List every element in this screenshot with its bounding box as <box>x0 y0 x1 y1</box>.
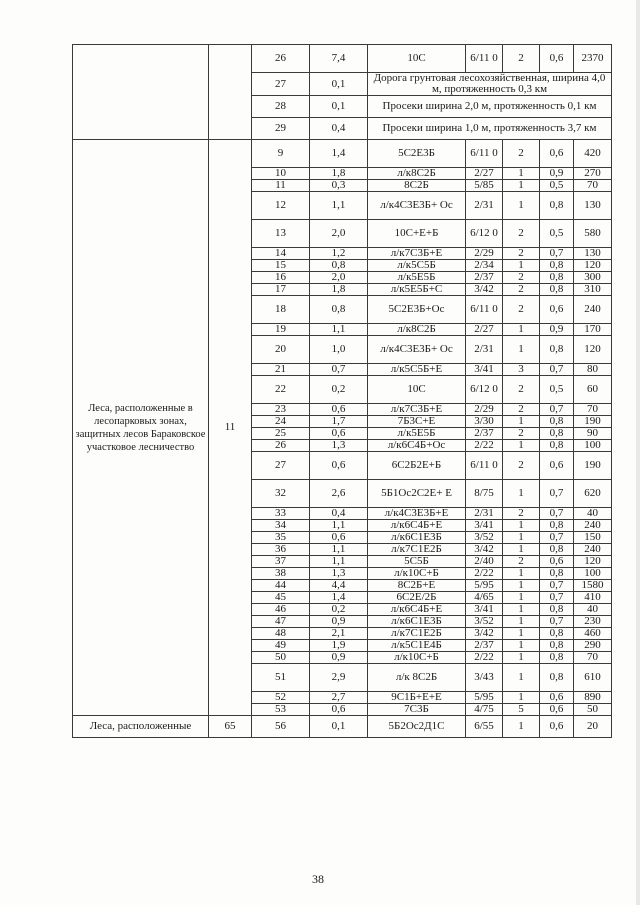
age-class: 2/27 <box>466 168 503 180</box>
stock-volume: 610 <box>574 664 612 692</box>
density-class: 2 <box>503 428 540 440</box>
stock-volume: 70 <box>574 404 612 416</box>
area-ha: 0,8 <box>310 260 368 272</box>
completeness: 0,7 <box>540 532 574 544</box>
stock-volume: 70 <box>574 652 612 664</box>
stock-volume: 120 <box>574 260 612 272</box>
age-class: 3/42 <box>466 628 503 640</box>
age-class: 2/22 <box>466 568 503 580</box>
species-composition: л/к6С4Б+Е <box>368 520 466 532</box>
forest-inventory-table <box>72 44 612 738</box>
plot-number: 34 <box>252 520 310 532</box>
density-class: 1 <box>503 168 540 180</box>
plot-number: 10 <box>252 168 310 180</box>
area-ha: 1,8 <box>310 168 368 180</box>
age-class: 4/75 <box>466 704 503 716</box>
plot-number: 16 <box>252 272 310 284</box>
empty-section-cell <box>73 45 209 140</box>
density-class: 1 <box>503 260 540 272</box>
species-composition: л/к4С3Е3Б+ Ос <box>368 192 466 220</box>
density-class: 1 <box>503 532 540 544</box>
completeness: 0,7 <box>540 580 574 592</box>
species-composition: 5Б2Ос2Д1С <box>368 716 466 738</box>
species-composition: 6С2Е/2Б <box>368 592 466 604</box>
density-class: 2 <box>503 508 540 520</box>
completeness: 0,8 <box>540 336 574 364</box>
stock-volume: 300 <box>574 272 612 284</box>
area-ha: 0,9 <box>310 652 368 664</box>
species-composition: 5С2Е3Б+Ос <box>368 296 466 324</box>
plot-number: 37 <box>252 556 310 568</box>
age-class: 2/29 <box>466 248 503 260</box>
completeness: 0,8 <box>540 664 574 692</box>
area-ha: 7,4 <box>310 45 368 73</box>
age-class: 3/43 <box>466 664 503 692</box>
density-class: 1 <box>503 520 540 532</box>
age-class: 8/75 <box>466 480 503 508</box>
completeness: 0,7 <box>540 592 574 604</box>
age-class: 5/95 <box>466 580 503 592</box>
density-class: 2 <box>503 376 540 404</box>
completeness: 0,8 <box>540 604 574 616</box>
plot-number: 45 <box>252 592 310 604</box>
species-composition: 9С1Б+Е+Е <box>368 692 466 704</box>
species-composition: 8С2Б+Е <box>368 580 466 592</box>
density-class: 1 <box>503 480 540 508</box>
completeness: 0,5 <box>540 376 574 404</box>
plot-number: 50 <box>252 652 310 664</box>
density-class: 1 <box>503 592 540 604</box>
area-ha: 1,9 <box>310 640 368 652</box>
stock-volume: 240 <box>574 520 612 532</box>
age-class: 2/31 <box>466 508 503 520</box>
completeness: 0,8 <box>540 652 574 664</box>
completeness: 0,8 <box>540 640 574 652</box>
stock-volume: 80 <box>574 364 612 376</box>
stock-volume: 420 <box>574 140 612 168</box>
density-class: 1 <box>503 336 540 364</box>
completeness: 0,5 <box>540 180 574 192</box>
quarter-number: 11 <box>209 140 252 716</box>
stock-volume: 100 <box>574 440 612 452</box>
area-ha: 0,6 <box>310 532 368 544</box>
age-class: 3/52 <box>466 532 503 544</box>
completeness: 0,7 <box>540 480 574 508</box>
age-class: 2/40 <box>466 556 503 568</box>
species-composition: л/к4С3Е3Б+Е <box>368 508 466 520</box>
completeness: 0,6 <box>540 716 574 738</box>
area-ha: 1,8 <box>310 284 368 296</box>
age-class: 2/22 <box>466 652 503 664</box>
stock-volume: 410 <box>574 592 612 604</box>
empty-quarter-cell <box>209 45 252 140</box>
species-composition: 5Б1Ос2С2Е+ Е <box>368 480 466 508</box>
area-ha: 2,0 <box>310 272 368 284</box>
completeness: 0,8 <box>540 440 574 452</box>
plot-number: 29 <box>252 118 310 140</box>
area-ha: 0,1 <box>310 716 368 738</box>
area-ha: 1,1 <box>310 520 368 532</box>
area-ha: 1,1 <box>310 324 368 336</box>
stock-volume: 460 <box>574 628 612 640</box>
density-class: 1 <box>503 180 540 192</box>
plot-number: 33 <box>252 508 310 520</box>
density-class: 1 <box>503 628 540 640</box>
density-class: 2 <box>503 220 540 248</box>
area-ha: 0,6 <box>310 404 368 416</box>
density-class: 1 <box>503 544 540 556</box>
plot-number: 51 <box>252 664 310 692</box>
species-composition: 10С <box>368 376 466 404</box>
stock-volume: 890 <box>574 692 612 704</box>
age-class: 2/37 <box>466 640 503 652</box>
species-composition: 8С2Б <box>368 180 466 192</box>
plot-number: 27 <box>252 452 310 480</box>
completeness: 0,7 <box>540 404 574 416</box>
plot-number: 28 <box>252 96 310 118</box>
density-class: 1 <box>503 324 540 336</box>
area-ha: 0,1 <box>310 96 368 118</box>
age-class: 6/11 0 <box>466 140 503 168</box>
area-ha: 0,9 <box>310 616 368 628</box>
plot-number: 21 <box>252 364 310 376</box>
completeness: 0,6 <box>540 140 574 168</box>
age-class: 2/27 <box>466 324 503 336</box>
species-composition: л/к10С+Б <box>368 568 466 580</box>
stock-volume: 130 <box>574 248 612 260</box>
area-ha: 1,1 <box>310 192 368 220</box>
stock-volume: 90 <box>574 428 612 440</box>
stock-volume: 20 <box>574 716 612 738</box>
age-class: 2/29 <box>466 404 503 416</box>
age-class: 2/31 <box>466 336 503 364</box>
stock-volume: 270 <box>574 168 612 180</box>
stock-volume: 40 <box>574 508 612 520</box>
completeness: 0,8 <box>540 192 574 220</box>
density-class: 1 <box>503 664 540 692</box>
stock-volume: 40 <box>574 604 612 616</box>
plot-number: 56 <box>252 716 310 738</box>
age-class: 3/52 <box>466 616 503 628</box>
species-composition: л/к8С2Б <box>368 324 466 336</box>
stock-volume: 580 <box>574 220 612 248</box>
completeness: 0,8 <box>540 544 574 556</box>
species-composition: л/к5Е5Б <box>368 428 466 440</box>
stock-volume: 2370 <box>574 45 612 73</box>
species-composition: л/к7С3Б+Е <box>368 404 466 416</box>
stock-volume: 150 <box>574 532 612 544</box>
completeness: 0,8 <box>540 428 574 440</box>
stock-volume: 230 <box>574 616 612 628</box>
age-class: 2/22 <box>466 440 503 452</box>
age-class: 6/11 0 <box>466 296 503 324</box>
density-class: 1 <box>503 440 540 452</box>
density-class: 2 <box>503 452 540 480</box>
density-class: 1 <box>503 568 540 580</box>
species-composition: 7Б3С+Е <box>368 416 466 428</box>
completeness: 0,6 <box>540 692 574 704</box>
completeness: 0,8 <box>540 568 574 580</box>
area-ha: 1,3 <box>310 440 368 452</box>
plot-note: Дорога грунтовая лесохозяйственная, ширина 4,0 м, протяженность 0,3 км <box>368 73 612 96</box>
area-ha: 1,2 <box>310 248 368 260</box>
stock-volume: 100 <box>574 568 612 580</box>
area-ha: 1,0 <box>310 336 368 364</box>
species-composition: л/к10С+Б <box>368 652 466 664</box>
plot-number: 22 <box>252 376 310 404</box>
density-class: 1 <box>503 692 540 704</box>
area-ha: 2,0 <box>310 220 368 248</box>
plot-number: 23 <box>252 404 310 416</box>
plot-number: 53 <box>252 704 310 716</box>
plot-number: 19 <box>252 324 310 336</box>
completeness: 0,6 <box>540 556 574 568</box>
completeness: 0,5 <box>540 220 574 248</box>
species-composition: л/к4С3Е3Б+ Ос <box>368 336 466 364</box>
age-class: 3/41 <box>466 604 503 616</box>
plot-number: 52 <box>252 692 310 704</box>
table-row <box>73 716 612 738</box>
plot-number: 48 <box>252 628 310 640</box>
density-class: 2 <box>503 556 540 568</box>
stock-volume: 70 <box>574 180 612 192</box>
age-class: 6/11 0 <box>466 45 503 73</box>
species-composition: л/к6С1Е3Б <box>368 532 466 544</box>
plot-number: 11 <box>252 180 310 192</box>
species-composition: 7С3Б <box>368 704 466 716</box>
completeness: 0,7 <box>540 508 574 520</box>
species-composition: 10С+Е+Б <box>368 220 466 248</box>
completeness: 0,6 <box>540 296 574 324</box>
completeness: 0,8 <box>540 260 574 272</box>
stock-volume: 290 <box>574 640 612 652</box>
density-class: 1 <box>503 416 540 428</box>
plot-number: 24 <box>252 416 310 428</box>
completeness: 0,8 <box>540 628 574 640</box>
area-ha: 0,4 <box>310 118 368 140</box>
age-class: 6/12 0 <box>466 376 503 404</box>
age-class: 2/34 <box>466 260 503 272</box>
area-ha: 0,2 <box>310 376 368 404</box>
age-class: 6/12 0 <box>466 220 503 248</box>
species-composition: л/к5Е5Б+С <box>368 284 466 296</box>
stock-volume: 310 <box>574 284 612 296</box>
density-class: 1 <box>503 192 540 220</box>
species-composition: л/к5С5Б+Е <box>368 364 466 376</box>
completeness: 0,7 <box>540 616 574 628</box>
species-composition: л/к 8С2Б <box>368 664 466 692</box>
plot-number: 27 <box>252 73 310 96</box>
plot-note: Просеки ширина 1,0 м, протяженность 3,7 км <box>368 118 612 140</box>
age-class: 3/42 <box>466 284 503 296</box>
section-label: Леса, расположенные в лесопарковых зонах, защитных лесов Бараковское участковое лесничество <box>73 140 209 716</box>
plot-number: 9 <box>252 140 310 168</box>
plot-number: 18 <box>252 296 310 324</box>
area-ha: 0,4 <box>310 508 368 520</box>
density-class: 1 <box>503 652 540 664</box>
density-class: 2 <box>503 404 540 416</box>
density-class: 2 <box>503 45 540 73</box>
completeness: 0,9 <box>540 324 574 336</box>
age-class: 3/42 <box>466 544 503 556</box>
stock-volume: 240 <box>574 544 612 556</box>
density-class: 2 <box>503 248 540 260</box>
completeness: 0,7 <box>540 248 574 260</box>
density-class: 2 <box>503 296 540 324</box>
age-class: 3/41 <box>466 364 503 376</box>
area-ha: 1,4 <box>310 592 368 604</box>
age-class: 2/37 <box>466 428 503 440</box>
species-composition: л/к6С4Б+Ос <box>368 440 466 452</box>
plot-number: 12 <box>252 192 310 220</box>
density-class: 3 <box>503 364 540 376</box>
density-class: 2 <box>503 284 540 296</box>
species-composition: л/к6С1Е3Б <box>368 616 466 628</box>
completeness: 0,8 <box>540 272 574 284</box>
species-composition: 5С2Е3Б <box>368 140 466 168</box>
density-class: 1 <box>503 580 540 592</box>
plot-number: 46 <box>252 604 310 616</box>
plot-number: 17 <box>252 284 310 296</box>
area-ha: 2,1 <box>310 628 368 640</box>
species-composition: л/к6С4Б+Е <box>368 604 466 616</box>
area-ha: 0,1 <box>310 73 368 96</box>
age-class: 6/55 <box>466 716 503 738</box>
age-class: 3/30 <box>466 416 503 428</box>
age-class: 2/31 <box>466 192 503 220</box>
area-ha: 0,8 <box>310 296 368 324</box>
plot-number: 49 <box>252 640 310 652</box>
plot-number: 26 <box>252 440 310 452</box>
area-ha: 1,4 <box>310 140 368 168</box>
area-ha: 1,3 <box>310 568 368 580</box>
density-class: 2 <box>503 272 540 284</box>
stock-volume: 120 <box>574 336 612 364</box>
stock-volume: 190 <box>574 416 612 428</box>
quarter-number: 65 <box>209 716 252 738</box>
area-ha: 0,6 <box>310 452 368 480</box>
completeness: 0,8 <box>540 284 574 296</box>
species-composition: 5С5Б <box>368 556 466 568</box>
section-label: Леса, расположенные <box>73 716 209 738</box>
age-class: 5/95 <box>466 692 503 704</box>
stock-volume: 620 <box>574 480 612 508</box>
plot-note: Просеки ширина 2,0 м, протяженность 0,1 км <box>368 96 612 118</box>
area-ha: 2,9 <box>310 664 368 692</box>
stock-volume: 50 <box>574 704 612 716</box>
area-ha: 0,6 <box>310 704 368 716</box>
plot-number: 13 <box>252 220 310 248</box>
stock-volume: 190 <box>574 452 612 480</box>
density-class: 1 <box>503 716 540 738</box>
area-ha: 2,7 <box>310 692 368 704</box>
density-class: 5 <box>503 704 540 716</box>
completeness: 0,7 <box>540 364 574 376</box>
area-ha: 1,1 <box>310 544 368 556</box>
age-class: 6/11 0 <box>466 452 503 480</box>
density-class: 1 <box>503 616 540 628</box>
age-class: 4/65 <box>466 592 503 604</box>
completeness: 0,8 <box>540 416 574 428</box>
plot-number: 14 <box>252 248 310 260</box>
area-ha: 0,7 <box>310 364 368 376</box>
area-ha: 2,6 <box>310 480 368 508</box>
table-row <box>73 140 612 168</box>
area-ha: 1,7 <box>310 416 368 428</box>
stock-volume: 240 <box>574 296 612 324</box>
species-composition: 6С2Б2Е+Б <box>368 452 466 480</box>
page-number: 38 <box>312 872 324 886</box>
stock-volume: 170 <box>574 324 612 336</box>
completeness: 0,6 <box>540 452 574 480</box>
completeness: 0,6 <box>540 704 574 716</box>
species-composition: л/к7С3Б+Е <box>368 248 466 260</box>
area-ha: 1,1 <box>310 556 368 568</box>
density-class: 1 <box>503 640 540 652</box>
species-composition: 10С <box>368 45 466 73</box>
plot-number: 26 <box>252 45 310 73</box>
plot-number: 44 <box>252 580 310 592</box>
age-class: 5/85 <box>466 180 503 192</box>
plot-number: 25 <box>252 428 310 440</box>
completeness: 0,9 <box>540 168 574 180</box>
species-composition: л/к5С5Б <box>368 260 466 272</box>
completeness: 0,6 <box>540 45 574 73</box>
stock-volume: 120 <box>574 556 612 568</box>
area-ha: 0,2 <box>310 604 368 616</box>
species-composition: л/к7С1Е2Б <box>368 628 466 640</box>
plot-number: 36 <box>252 544 310 556</box>
plot-number: 35 <box>252 532 310 544</box>
stock-volume: 60 <box>574 376 612 404</box>
age-class: 2/37 <box>466 272 503 284</box>
species-composition: л/к7С1Е2Б <box>368 544 466 556</box>
completeness: 0,8 <box>540 520 574 532</box>
area-ha: 0,6 <box>310 428 368 440</box>
stock-volume: 1580 <box>574 580 612 592</box>
area-ha: 0,3 <box>310 180 368 192</box>
stock-volume: 130 <box>574 192 612 220</box>
species-composition: л/к5С1Е4Б <box>368 640 466 652</box>
plot-number: 38 <box>252 568 310 580</box>
density-class: 2 <box>503 140 540 168</box>
plot-number: 32 <box>252 480 310 508</box>
density-class: 1 <box>503 604 540 616</box>
species-composition: л/к8С2Б <box>368 168 466 180</box>
table-row <box>73 45 612 73</box>
plot-number: 47 <box>252 616 310 628</box>
species-composition: л/к5Е5Б <box>368 272 466 284</box>
age-class: 3/41 <box>466 520 503 532</box>
area-ha: 4,4 <box>310 580 368 592</box>
plot-number: 20 <box>252 336 310 364</box>
plot-number: 15 <box>252 260 310 272</box>
